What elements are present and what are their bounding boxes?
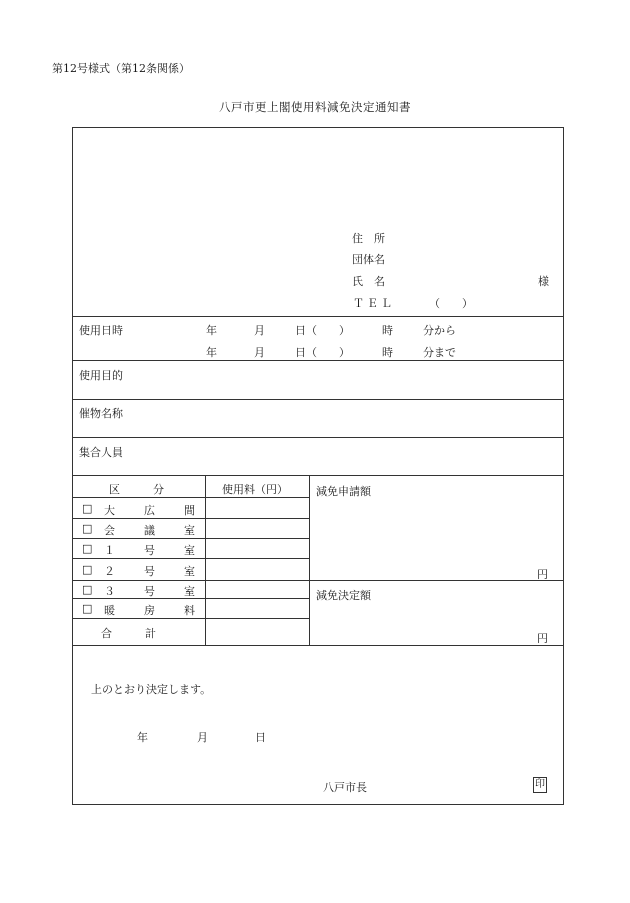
checkbox: □: [82, 502, 93, 515]
start-dow-close: ）: [339, 324, 350, 337]
room-name: ２ 号 室: [104, 565, 204, 578]
honorific: 様: [538, 275, 549, 288]
attendees-label: 集合人員: [79, 446, 123, 459]
usage-datetime-label: 使用日時: [79, 324, 123, 337]
table-row-line: [72, 618, 309, 619]
start-month: 月: [254, 324, 265, 337]
reduction-request-label: 減免申請額: [316, 485, 371, 498]
start-hour: 時: [382, 324, 393, 337]
checkbox: □: [82, 522, 93, 535]
form-number-label: 第12号様式（第12条関係）: [52, 62, 190, 75]
checkbox: □: [82, 563, 93, 576]
end-day: 日（: [295, 346, 317, 359]
purpose-label: 使用目的: [79, 369, 123, 382]
reduction-decision-unit: 円: [537, 632, 548, 645]
total-label: 合 計: [101, 627, 156, 640]
table-row-line: [72, 518, 309, 519]
fee-header: 使用料（円）: [222, 483, 288, 496]
document-title: 八戸市更上閣使用料減免決定通知書: [219, 100, 411, 114]
room-name: ３ 号 室: [104, 585, 204, 598]
room-name: １ 号 室: [104, 544, 204, 557]
start-day: 日（: [295, 324, 317, 337]
divider-purpose: [72, 399, 564, 400]
end-until: 分まで: [423, 346, 456, 359]
start-from: 分から: [423, 324, 456, 337]
table-row-line: [72, 558, 309, 559]
table-col-divider: [205, 475, 206, 645]
decision-day: 日: [255, 731, 266, 744]
seal-stamp: 印: [533, 777, 547, 793]
end-year: 年: [206, 346, 217, 359]
checkbox: □: [82, 542, 93, 555]
end-hour: 時: [382, 346, 393, 359]
divider-datetime: [72, 360, 564, 361]
divider-recipient: [72, 316, 564, 317]
table-col-divider: [309, 475, 310, 645]
address-label: 住 所: [352, 232, 385, 245]
name-label: 氏 名: [352, 275, 385, 288]
room-name: 暖 房 料: [104, 604, 204, 617]
room-name: 会 議 室: [104, 524, 204, 537]
tel-label: ＴＥＬ: [353, 297, 395, 310]
form-frame: [72, 127, 564, 805]
event-name-label: 催物名称: [79, 407, 123, 420]
decision-month: 月: [197, 731, 208, 744]
divider-table-bottom: [72, 645, 564, 646]
table-row-line: [72, 580, 564, 581]
table-header-line: [72, 497, 309, 498]
end-dow-close: ）: [339, 346, 350, 359]
checkbox: □: [82, 602, 93, 615]
room-name: 大 広 間: [104, 504, 204, 517]
reduction-request-unit: 円: [537, 568, 548, 581]
decision-year: 年: [137, 731, 148, 744]
divider-attendees: [72, 475, 564, 476]
category-header: 区 分: [109, 483, 164, 496]
mayor-title: 八戸市長: [323, 781, 367, 794]
table-row-line: [72, 538, 309, 539]
reduction-decision-label: 減免決定額: [316, 589, 371, 602]
decision-statement: 上のとおり決定します。: [91, 683, 212, 696]
organization-label: 団体名: [352, 253, 385, 266]
divider-event: [72, 437, 564, 438]
end-month: 月: [254, 346, 265, 359]
start-year: 年: [206, 324, 217, 337]
checkbox: □: [82, 583, 93, 596]
tel-parens: （ ）: [429, 297, 473, 310]
